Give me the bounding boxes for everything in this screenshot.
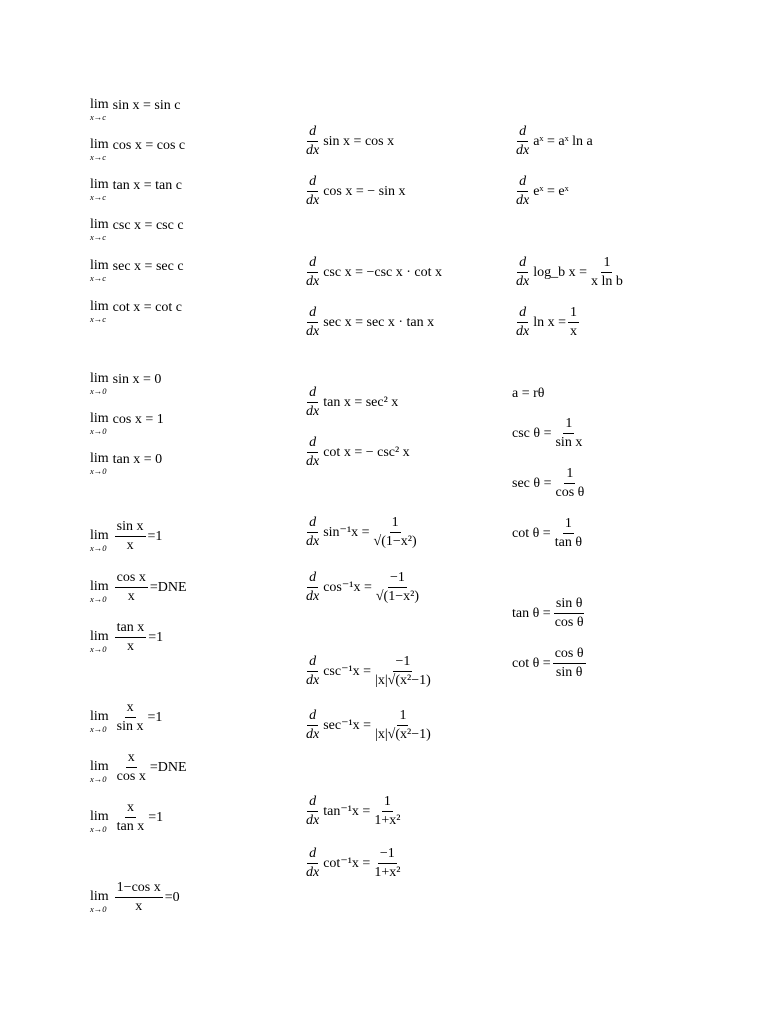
deriv-arcsin: $\frac{d}{dx}$ sin⁻¹x = $\frac{1}{\text{√(1−x²)}}$: [306, 515, 417, 549]
d-dx: $\frac{d}{dx}$: [516, 305, 530, 339]
deriv-ln: $\frac{d}{dx}$ ln x = $\frac{1}{x}$: [516, 305, 578, 339]
limit-cos-0: lim x→0 cos x = 1: [90, 411, 164, 436]
limit-sec-c: lim x→c sec x = sec c: [90, 258, 184, 283]
limit-x-over-tanx: lim x→0 $\frac{x}{\text{tan x}}$ =1: [90, 800, 164, 834]
deriv-sin: $\frac{d}{dx}$ sin x = cos x: [306, 124, 395, 158]
deriv-arccot: $\frac{d}{dx}$ cot⁻¹x = $\frac{-1}{\text{1+x²}}$: [306, 846, 401, 880]
limit-tanx-over-x: lim x→0 $\frac{\text{tan x}}{x}$ =1: [90, 620, 164, 654]
arc-length: a = rθ: [512, 386, 545, 401]
deriv-arccos: $\frac{d}{dx}$ cos⁻¹x = $\frac{-1}{\text{√(1−x²)}}$: [306, 570, 419, 604]
d-dx: $\frac{d}{dx}$: [306, 570, 320, 604]
identity-cot: cot θ = $\frac{1}{\text{tan θ}}$: [512, 516, 583, 550]
limit-x-over-sinx: lim x→0 $\frac{x}{\text{sin x}}$ =1: [90, 700, 163, 734]
limit-sin-c: lim x→c sin x = sin c: [90, 97, 181, 122]
deriv-arccsc: $\frac{d}{dx}$ csc⁻¹x = $\frac{-1}{\text{|x|√(x²−1)}}$: [306, 654, 431, 688]
d-dx: $\frac{d}{dx}$: [306, 174, 320, 208]
d-dx: $\frac{d}{dx}$: [306, 708, 320, 742]
identity-tan: tan θ = $\frac{\text{sin θ}}{\text{cos θ}}$: [512, 596, 584, 630]
d-dx: $\frac{d}{dx}$: [306, 515, 320, 549]
deriv-csc: $\frac{d}{dx}$ csc x = −csc x · cot x: [306, 255, 443, 289]
deriv-cot: $\frac{d}{dx}$ cot x = − csc² x: [306, 435, 410, 469]
d-dx: $\frac{d}{dx}$: [306, 255, 320, 289]
limit-x-over-cosx: lim x→0 $\frac{x}{\text{cos x}}$ =DNE: [90, 750, 187, 784]
deriv-tan: $\frac{d}{dx}$ tan x = sec² x: [306, 385, 399, 419]
d-dx: $\frac{d}{dx}$: [516, 174, 530, 208]
limit-csc-c: lim x→c csc x = csc c: [90, 217, 184, 242]
deriv-log-b: $\frac{d}{dx}$ log_b x = $\frac{1}{\text{x ln b}}$: [516, 255, 623, 289]
limit-cos-c: lim x→c cos x = cos c: [90, 137, 186, 162]
d-dx: $\frac{d}{dx}$: [306, 124, 320, 158]
deriv-sec: $\frac{d}{dx}$ sec x = sec x · tan x: [306, 305, 435, 339]
d-dx: $\frac{d}{dx}$: [306, 305, 320, 339]
d-dx: $\frac{d}{dx}$: [306, 846, 320, 880]
limit-1-minus-cosx-over-x: lim x→0 $\frac{\text{1−cos x}}{x}$ =0: [90, 880, 180, 914]
deriv-arctan: $\frac{d}{dx}$ tan⁻¹x = $\frac{1}{\text{1+x²}}$: [306, 794, 401, 828]
deriv-cos: $\frac{d}{dx}$ cos x = − sin x: [306, 174, 406, 208]
d-dx: $\frac{d}{dx}$: [306, 794, 320, 828]
limit-cot-c: lim x→c cot x = cot c: [90, 299, 182, 324]
d-dx: $\frac{d}{dx}$: [516, 124, 530, 158]
identity-csc: csc θ = $\frac{1}{\text{sin x}}$: [512, 416, 583, 450]
identity-cot-ratio: cot θ = $\frac{\text{cos θ}}{\text{sin θ}}$: [512, 646, 584, 680]
limit-sinx-over-x: lim x→0 $\frac{\text{sin x}}{x}$ =1: [90, 519, 163, 553]
deriv-a-power-x: $\frac{d}{dx}$ aˣ = aˣ ln a: [516, 124, 593, 158]
d-dx: $\frac{d}{dx}$: [306, 435, 320, 469]
d-dx: $\frac{d}{dx}$: [516, 255, 530, 289]
d-dx: $\frac{d}{dx}$: [306, 385, 320, 419]
deriv-arcsec: $\frac{d}{dx}$ sec⁻¹x = $\frac{1}{\text{|x|√(x²−1)}}$: [306, 708, 431, 742]
d-dx: $\frac{d}{dx}$: [306, 654, 320, 688]
limit-sin-0: lim x→0 sin x = 0: [90, 371, 162, 396]
limit-cosx-over-x: lim x→0 $\frac{\text{cos x}}{x}$ =DNE: [90, 570, 187, 604]
identity-sec: sec θ = $\frac{1}{\text{cos θ}}$: [512, 466, 585, 500]
limit-tan-0: lim x→0 tan x = 0: [90, 451, 163, 476]
limit-tan-c: lim x→c tan x = tan c: [90, 177, 182, 202]
deriv-e-power-x: $\frac{d}{dx}$ eˣ = eˣ: [516, 174, 569, 208]
